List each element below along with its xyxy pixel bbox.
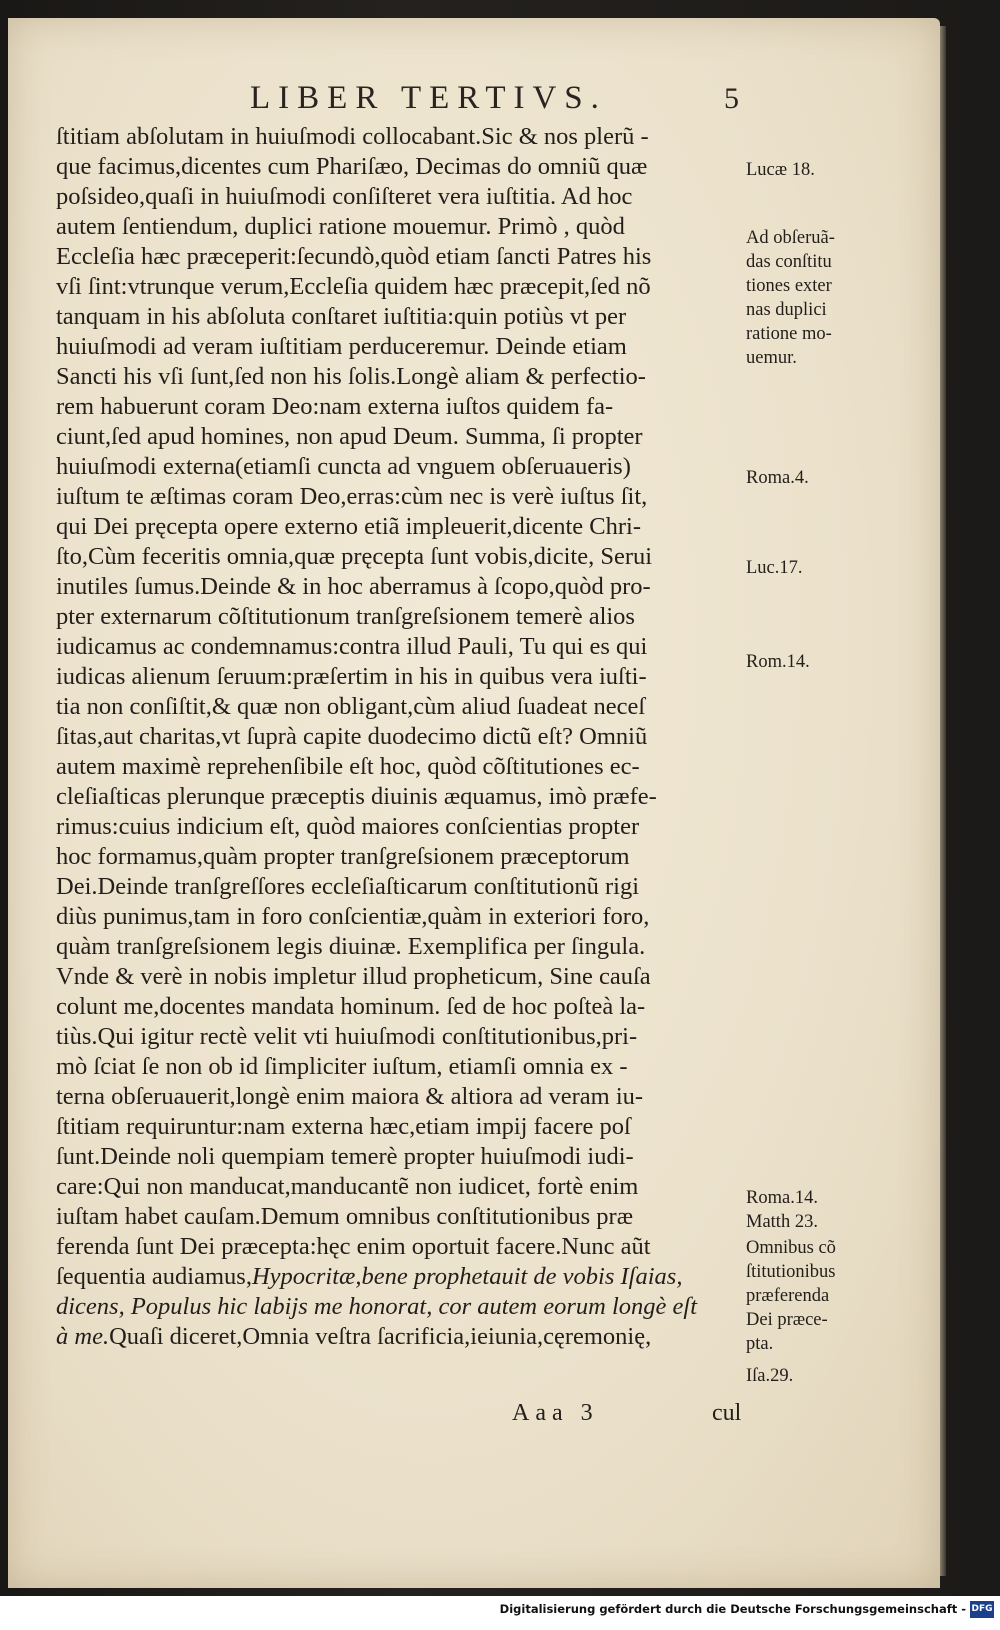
text-line: ſtitiam requiruntur:nam externa hæc,etiam impij facere poſ bbox=[56, 1113, 631, 1140]
margin-note-line: Ad obſeruã- bbox=[746, 228, 835, 248]
italic-quotation: dicens, Populus hic labijs me honorat, cor autem eorum longè eſt bbox=[56, 1293, 697, 1320]
text-line: rem habuerunt coram Deo:nam externa iuſtos quidem fa- bbox=[56, 393, 614, 420]
text-line: quàm tranſgreſsionem legis diuinæ. Exemplifica per ſingula. bbox=[56, 933, 646, 960]
margin-note-line: ratione mo- bbox=[746, 324, 832, 344]
text-line: terna obſeruauerit,longè enim maiora & altiora ad veram iu- bbox=[56, 1083, 644, 1110]
page-number: 5 bbox=[724, 82, 739, 115]
text-line: colunt me,docentes mandata hominum. ſed de hoc poſteà la- bbox=[56, 993, 646, 1020]
margin-note-line: Roma.4. bbox=[746, 468, 809, 488]
text-line bbox=[56, 1292, 736, 1322]
text-line: ferenda ſunt Dei præcepta:hęc enim oportuit facere.Nunc aũt bbox=[56, 1233, 651, 1260]
text-line: tiùs.Qui igitur rectè velit vti huiuſmodi conſtitutionibus,pri- bbox=[56, 1023, 638, 1050]
text-line: huiuſmodi externa(etiamſi cuncta ad vnguem obſeruaueris) bbox=[56, 453, 631, 480]
roman-text: ſequentia audiamus, bbox=[56, 1263, 252, 1290]
text-line: pter externarum cõſtitutionum tranſgreſsionem temerè alios bbox=[56, 603, 635, 630]
main-text-block bbox=[56, 122, 736, 1422]
margin-note-line: pta. bbox=[746, 1334, 774, 1354]
margin-note-luc18 bbox=[746, 158, 866, 182]
margin-note-line: Matth 23. bbox=[746, 1212, 818, 1232]
text-line: mò ſciat ſe non ob id ſimpliciter iuſtum, etiamſi omnia ex - bbox=[56, 1053, 628, 1080]
text-line: iudicamus ac condemnamus:contra illud Pauli, Tu qui es qui bbox=[56, 633, 648, 660]
margin-note-omnibus bbox=[746, 1236, 866, 1356]
margin-note-line: Lucæ 18. bbox=[746, 160, 815, 180]
margin-note-line: ſtitutionibus bbox=[746, 1262, 836, 1282]
text-line: tanquam in his abſoluta conſtaret iuſtitia:quin potiùs vt per bbox=[56, 303, 627, 330]
margin-note-line: Omnibus cõ bbox=[746, 1238, 836, 1258]
margin-note-line: Roma.14. bbox=[746, 1188, 818, 1208]
text-line: cleſiaſticas plerunque præceptis diuinis æquamus, imò præfe- bbox=[56, 783, 657, 810]
margin-note-line: Iſa.29. bbox=[746, 1366, 794, 1386]
text-line: autem ſentiendum, duplici ratione mouemur. Primò , quòd bbox=[56, 213, 625, 240]
italic-quotation: à me. bbox=[56, 1323, 110, 1350]
margin-note-line: Dei præce- bbox=[746, 1310, 828, 1330]
text-line: poſsideo,quaſi in huiuſmodi conſiſteret vera iuſtitia. Ad hoc bbox=[56, 183, 633, 210]
text-line: huiuſmodi ad veram iuſtitiam perduceremur. Deinde etiam bbox=[56, 333, 627, 360]
text-line: ſunt.Deinde noli quempiam temerè propter huiuſmodi iudi- bbox=[56, 1143, 634, 1170]
text-line: inutiles ſumus.Deinde & in hoc aberramus à ſcopo,quòd pro- bbox=[56, 573, 651, 600]
text-line: Eccleſia hæc præceperit:ſecundò,quòd etiam ſancti Patres his bbox=[56, 243, 652, 270]
margin-note-line: præferenda bbox=[746, 1286, 830, 1306]
margin-note-rom14 bbox=[746, 650, 866, 674]
roman-text: Quaſi diceret,Omnia veſtra ſacrificia,ieiunia,cęremonię, bbox=[109, 1323, 652, 1350]
catchword: cul bbox=[712, 1400, 742, 1426]
text-line: rimus:cuius indicium eſt, quòd maiores conſcientias propter bbox=[56, 813, 640, 840]
text-line bbox=[56, 1262, 736, 1292]
margin-note-line: Rom.14. bbox=[746, 652, 810, 672]
text-line: ciunt,ſed apud homines, non apud Deum. Summa, ſi propter bbox=[56, 423, 643, 450]
dfg-credit: Digitalisierung gefördert durch die Deutsche Forschungsgemeinschaft - bbox=[499, 1602, 966, 1616]
text-line bbox=[56, 1322, 736, 1352]
margin-note-roma4 bbox=[746, 466, 866, 490]
text-line: Sancti his vſi ſunt,ſed non his ſolis.Longè aliam & perfectio- bbox=[56, 363, 646, 390]
signature-mark: Aaa 3 bbox=[512, 1400, 599, 1426]
margin-note-line: uemur. bbox=[746, 348, 797, 368]
text-line: ſitas,aut charitas,vt ſuprà capite duodecimo dictũ eſt? Omniũ bbox=[56, 723, 648, 750]
text-line: qui Dei pręcepta opere externo etiã impleuerit,dicente Chri- bbox=[56, 513, 642, 540]
text-line: care:Qui non manducat,manducantẽ non iudicet, fortè enim bbox=[56, 1173, 639, 1200]
running-title: LIBER TERTIVS. bbox=[250, 80, 607, 116]
margin-note-isa29 bbox=[746, 1364, 866, 1388]
margin-note-line: tiones exter bbox=[746, 276, 832, 296]
text-line: ſtitiam abſolutam in huiuſmodi collocabant.Sic & nos plerũ - bbox=[56, 123, 649, 150]
dfg-logo-icon: DFG bbox=[970, 1601, 994, 1618]
text-line: tia non conſiſtit,& quæ non obligant,cùm aliud ſuadeat neceſ bbox=[56, 693, 646, 720]
margin-note-observandas bbox=[746, 226, 866, 370]
text-line: ſto,Cùm feceritis omnia,quæ pręcepta ſunt vobis,dicite, Serui bbox=[56, 543, 653, 570]
text-line: hoc formamus,quàm propter tranſgreſsionem præceptorum bbox=[56, 843, 630, 870]
text-line: vſi ſint:vtrunque verum,Eccleſia quidem hæc præcepit,ſed nõ bbox=[56, 273, 651, 300]
margin-note-luc17 bbox=[746, 556, 866, 580]
text-line: que facimus,dicentes cum Phariſæo, Decimas do omniũ quæ bbox=[56, 153, 648, 180]
margin-note-roma14 bbox=[746, 1186, 866, 1234]
text-line: autem maximè reprehenſibile eſt hoc, quòd cõſtitutiones ec- bbox=[56, 753, 640, 780]
text-line: iuſtum te æſtimas coram Deo,erras:cùm nec is verè iuſtus ſit, bbox=[56, 483, 648, 510]
text-line: Vnde & verè in nobis impletur illud propheticum, Sine cauſa bbox=[56, 963, 651, 990]
text-line: iudicas alienum ſeruum:præſertim in his in quibus vera iuſti- bbox=[56, 663, 647, 690]
text-line: Dei.Deinde tranſgreſſores eccleſiaſticarum conſtitutionũ rigi bbox=[56, 873, 640, 900]
text-line: diùs punimus,tam in foro conſcientiæ,quàm in exteriori foro, bbox=[56, 903, 650, 930]
margin-note-line: Luc.17. bbox=[746, 558, 803, 578]
margin-note-line: das conſtitu bbox=[746, 252, 832, 272]
italic-quotation: Hypocritæ,bene prophetauit de vobis Iſaias, bbox=[251, 1263, 683, 1290]
margin-note-line: nas duplici bbox=[746, 300, 827, 320]
text-line: iuſtam habet cauſam.Demum omnibus conſtitutionibus præ bbox=[56, 1203, 634, 1230]
